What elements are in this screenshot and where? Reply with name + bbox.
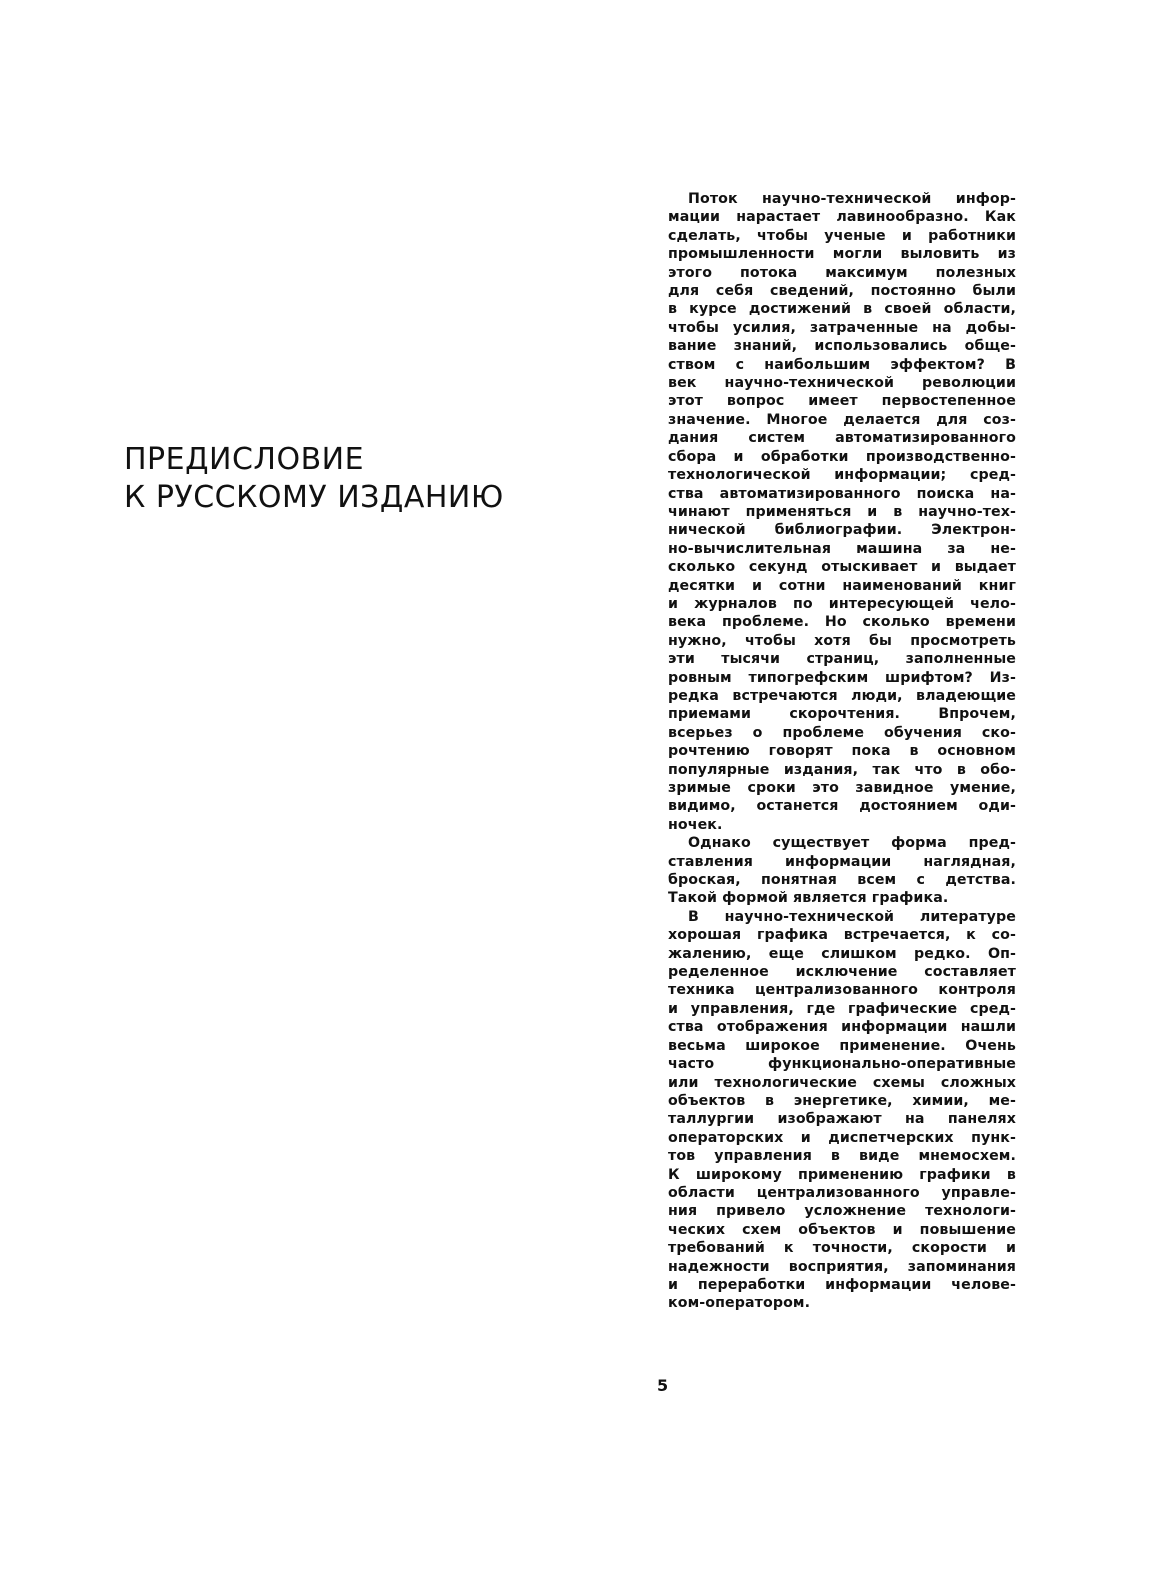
text-line: ния привело усложнение технологи- bbox=[668, 1203, 1016, 1220]
text-line: Однако существует форма пред- bbox=[688, 835, 1016, 852]
text-line: видимо, останется достоянием оди- bbox=[668, 798, 1016, 815]
chapter-heading-line-2: К РУССКОМУ ИЗДАНИЮ bbox=[124, 480, 504, 515]
text-line: хорошая графика встречается, к со- bbox=[668, 927, 1016, 944]
text-line: век научно-технической революции bbox=[668, 375, 1016, 392]
text-line: этот вопрос имеет первостепенное bbox=[668, 393, 1016, 410]
page-number: 5 bbox=[657, 1376, 669, 1395]
text-line: техника централизованного контроля bbox=[668, 982, 1016, 999]
text-line: вание знаний, использовались обще- bbox=[668, 338, 1016, 355]
text-line: весьма широкое применение. Очень bbox=[668, 1037, 1016, 1054]
body-paragraph bbox=[668, 190, 1016, 834]
text-line: чинают применяться и в научно-тех- bbox=[668, 503, 1016, 520]
text-line: зримые сроки это завидное умение, bbox=[668, 780, 1016, 796]
text-line: ровным типогрефским шрифтом? Из- bbox=[668, 669, 1016, 686]
text-line: дания систем автоматизированного bbox=[668, 430, 1016, 447]
text-line: технологической информации; сред- bbox=[668, 467, 1016, 484]
text-line: области централизованного управле- bbox=[668, 1184, 1016, 1201]
text-line: редка встречаются люди, владеющие bbox=[668, 687, 1016, 704]
text-line: ством с наибольшим эффектом? В bbox=[668, 356, 1016, 373]
chapter-heading-line-1: ПРЕДИСЛОВИЕ bbox=[124, 442, 365, 477]
text-line: сбора и обработки производственно- bbox=[668, 448, 1016, 465]
text-line: требований к точности, скорости и bbox=[668, 1240, 1016, 1257]
text-line: ставления информации наглядная, bbox=[668, 853, 1016, 870]
text-line: ком-оператором. bbox=[668, 1295, 811, 1312]
text-line: и управления, где графические сред- bbox=[668, 1000, 1016, 1017]
text-line: сделать, чтобы ученые и работники bbox=[668, 227, 1016, 244]
text-line: К широкому применению графики в bbox=[668, 1166, 1016, 1183]
text-line: нической библиографии. Электрон- bbox=[668, 522, 1016, 539]
text-line: тов управления в виде мнемосхем. bbox=[668, 1148, 1016, 1165]
text-line: операторских и диспетчерских пунк- bbox=[668, 1129, 1016, 1146]
text-line: нужно, чтобы хотя бы просмотреть bbox=[668, 632, 1016, 649]
text-line: значение. Многое делается для соз- bbox=[668, 411, 1016, 428]
text-line: таллургии изображают на панелях bbox=[668, 1111, 1016, 1128]
body-paragraph bbox=[668, 908, 1016, 1313]
text-line: эти тысячи страниц, заполненные bbox=[668, 651, 1016, 668]
text-line: ческих схем объектов и повышение bbox=[668, 1221, 1016, 1238]
text-line: Поток научно-технической инфор- bbox=[688, 191, 1016, 207]
text-line: часто функционально-оперативные bbox=[668, 1056, 1016, 1073]
text-line: жалению, еще слишком редко. Оп- bbox=[668, 945, 1016, 962]
text-line: века проблеме. Но сколько времени bbox=[668, 614, 1016, 631]
text-line: в курсе достижений в своей области, bbox=[668, 301, 1016, 318]
chapter-heading bbox=[124, 441, 584, 517]
text-line: чтобы усилия, затраченные на добы- bbox=[668, 319, 1016, 336]
text-line: броская, понятная всем с детства. bbox=[668, 872, 1016, 889]
text-line: рочтению говорят пока в основном bbox=[668, 743, 1016, 760]
text-line: или технологические схемы сложных bbox=[668, 1074, 1016, 1091]
text-line: и журналов по интересующей чело- bbox=[668, 595, 1016, 612]
text-line: ночек. bbox=[668, 816, 723, 833]
text-line: всерьез о проблеме обучения ско- bbox=[668, 724, 1016, 741]
text-line: объектов в энергетике, химии, ме- bbox=[668, 1092, 1016, 1109]
text-line: Такой формой является графика. bbox=[668, 890, 949, 907]
text-line: надежности восприятия, запоминания bbox=[668, 1258, 1016, 1275]
text-line: ределенное исключение составляет bbox=[668, 964, 1016, 981]
text-line: популярные издания, так что в обо- bbox=[668, 761, 1016, 778]
text-line: мации нарастает лавинообразно. Как bbox=[668, 209, 1016, 226]
text-line: сколько секунд отыскивает и выдает bbox=[668, 559, 1016, 576]
text-line: этого потока максимум полезных bbox=[668, 264, 1016, 281]
text-line: ства отображения информации нашли bbox=[668, 1019, 1016, 1036]
text-line: В научно-технической литературе bbox=[688, 908, 1016, 925]
text-line: ства автоматизированного поиска на- bbox=[668, 485, 1016, 502]
text-line: десятки и сотни наименований книг bbox=[668, 577, 1016, 594]
body-paragraph bbox=[668, 834, 1016, 908]
text-line: но-вычислительная машина за не- bbox=[668, 540, 1016, 557]
text-line: промышленности могли выловить из bbox=[668, 246, 1016, 263]
text-line: для себя сведений, постоянно были bbox=[668, 283, 1016, 300]
text-line: и переработки информации челове- bbox=[668, 1276, 1016, 1293]
body-text-column bbox=[668, 190, 1016, 1313]
text-line: приемами скорочтения. Впрочем, bbox=[668, 706, 1016, 723]
